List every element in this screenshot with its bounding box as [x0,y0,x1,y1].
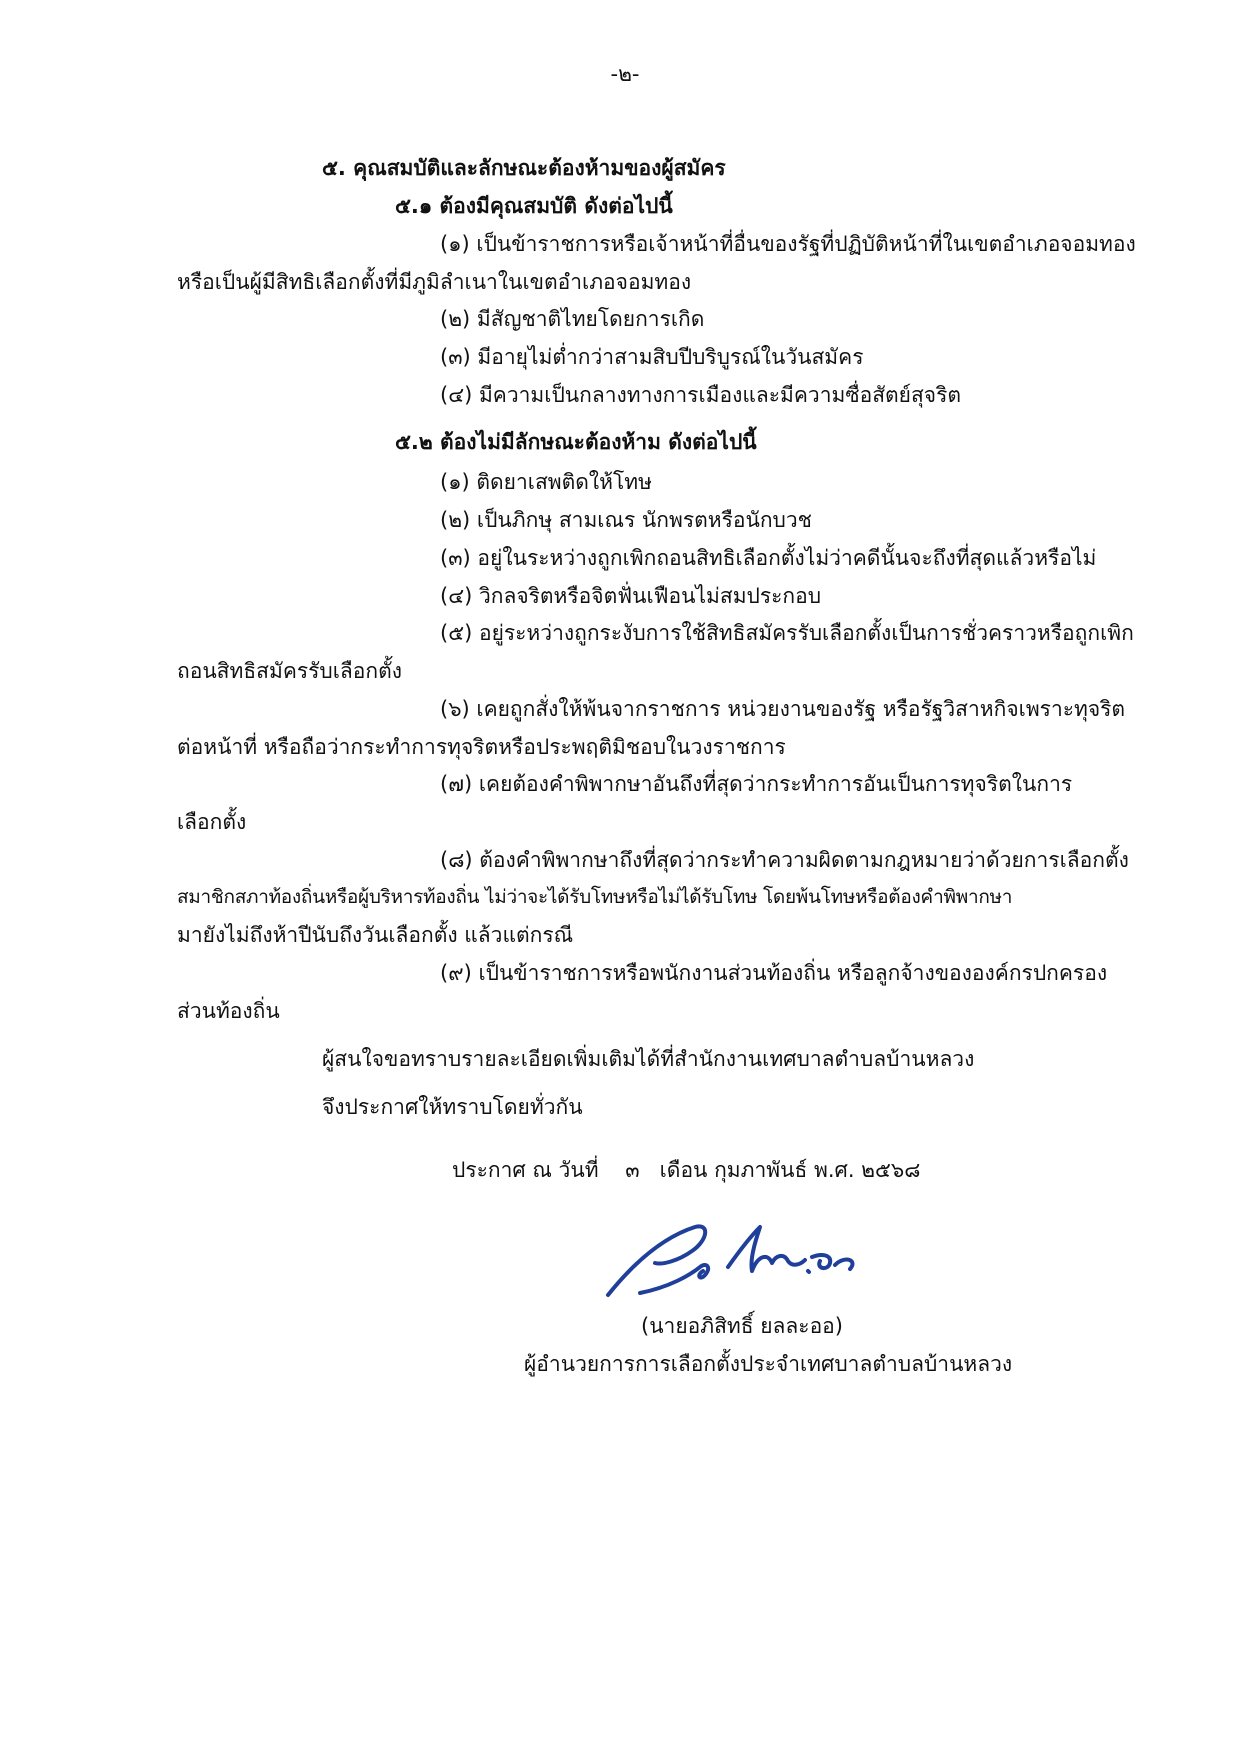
qualification-line: (๒) มีสัญชาติไทยโดยการเกิด [440,307,705,331]
qualification-line: หรือเป็นผู้มีสิทธิเลือกตั้งที่มีภูมิลำเนาในเขตอำเภอจอมทอง [177,270,692,294]
signatory-name: (นายอภิสิทธิ์ ยลละออ) [641,1314,843,1338]
section-5-1-heading: ๕.๑ ต้องมีคุณสมบัติ ดังต่อไปนี้ [395,194,673,218]
qualification-line: (๔) มีความเป็นกลางทางการเมืองและมีความซื่อสัตย์สุจริต [440,383,961,407]
qualification-line: (๓) มีอายุไม่ต่ำกว่าสามสิบปีบริบูรณ์ในวันสมัคร [440,345,864,369]
section-5-heading: ๕. คุณสมบัติและลักษณะต้องห้ามของผู้สมัคร [322,156,726,180]
signature-image [600,1205,870,1310]
signatory-position: ผู้อำนวยการการเลือกตั้งประจำเทศบาลตำบลบ้านหลวง [524,1352,1013,1376]
section-5-2-heading: ๕.๒ ต้องไม่มีลักษณะต้องห้าม ดังต่อไปนี้ [395,430,757,454]
prohibition-line: ส่วนท้องถิ่น [177,999,280,1023]
announcement-date: ประกาศ ณ วันที่ ๓ เดือน กุมภาพันธ์ พ.ศ. ๒๕๖๘ [452,1158,921,1182]
announcement-text: จึงประกาศให้ทราบโดยทั่วกัน [322,1095,583,1119]
prohibition-line: เลือกตั้ง [177,810,247,834]
prohibition-line: (๖) เคยถูกสั่งให้พ้นจากราชการ หน่วยงานของรัฐ หรือรัฐวิสาหกิจเพราะทุจริต [440,697,1126,721]
prohibition-line: (๙) เป็นข้าราชการหรือพนักงานส่วนท้องถิ่น หรือลูกจ้างขององค์กรปกครอง [440,961,1108,985]
signature-strokes [608,1226,852,1295]
prohibition-line: สมาชิกสภาท้องถิ่นหรือผู้บริหารท้องถิ่น ไม่ว่าจะได้รับโทษหรือไม่ได้รับโทษ โดยพ้นโทษหรือต้องคำพิพากษา [177,886,1013,908]
qualification-line: (๑) เป็นข้าราชการหรือเจ้าหน้าที่อื่นของรัฐที่ปฏิบัติหน้าที่ในเขตอำเภอจอมทอง [440,232,1136,256]
prohibition-line: (๗) เคยต้องคำพิพากษาอันถึงที่สุดว่ากระทำการอันเป็นการทุจริตในการ [440,772,1073,796]
prohibition-line: ถอนสิทธิสมัครรับเลือกตั้ง [177,659,403,683]
page-number: -๒- [610,62,640,86]
prohibition-line: (๔) วิกลจริตหรือจิตฟั่นเฟือนไม่สมประกอบ [440,584,822,608]
prohibition-line: (๒) เป็นภิกษุ สามเณร นักพรตหรือนักบวช [440,508,812,532]
contact-info-text: ผู้สนใจขอทราบรายละเอียดเพิ่มเติมได้ที่สำนักงานเทศบาลตำบลบ้านหลวง [322,1047,975,1071]
prohibition-line: (๑) ติดยาเสพติดให้โทษ [440,470,652,494]
prohibition-line: ต่อหน้าที่ หรือถือว่ากระทำการทุจริตหรือประพฤติมิชอบในวงราชการ [177,735,786,759]
prohibition-line: (๓) อยู่ในระหว่างถูกเพิกถอนสิทธิเลือกตั้งไม่ว่าคดีนั้นจะถึงที่สุดแล้วหรือไม่ [440,546,1097,570]
prohibition-line: มายังไม่ถึงห้าปีนับถึงวันเลือกตั้ง แล้วแต่กรณี [177,923,574,947]
prohibition-line: (๕) อยู่ระหว่างถูกระงับการใช้สิทธิสมัครรับเลือกตั้งเป็นการชั่วคราวหรือถูกเพิก [440,621,1134,645]
prohibition-line: (๘) ต้องคำพิพากษาถึงที่สุดว่ากระทำความผิดตามกฎหมายว่าด้วยการเลือกตั้ง [440,848,1129,872]
